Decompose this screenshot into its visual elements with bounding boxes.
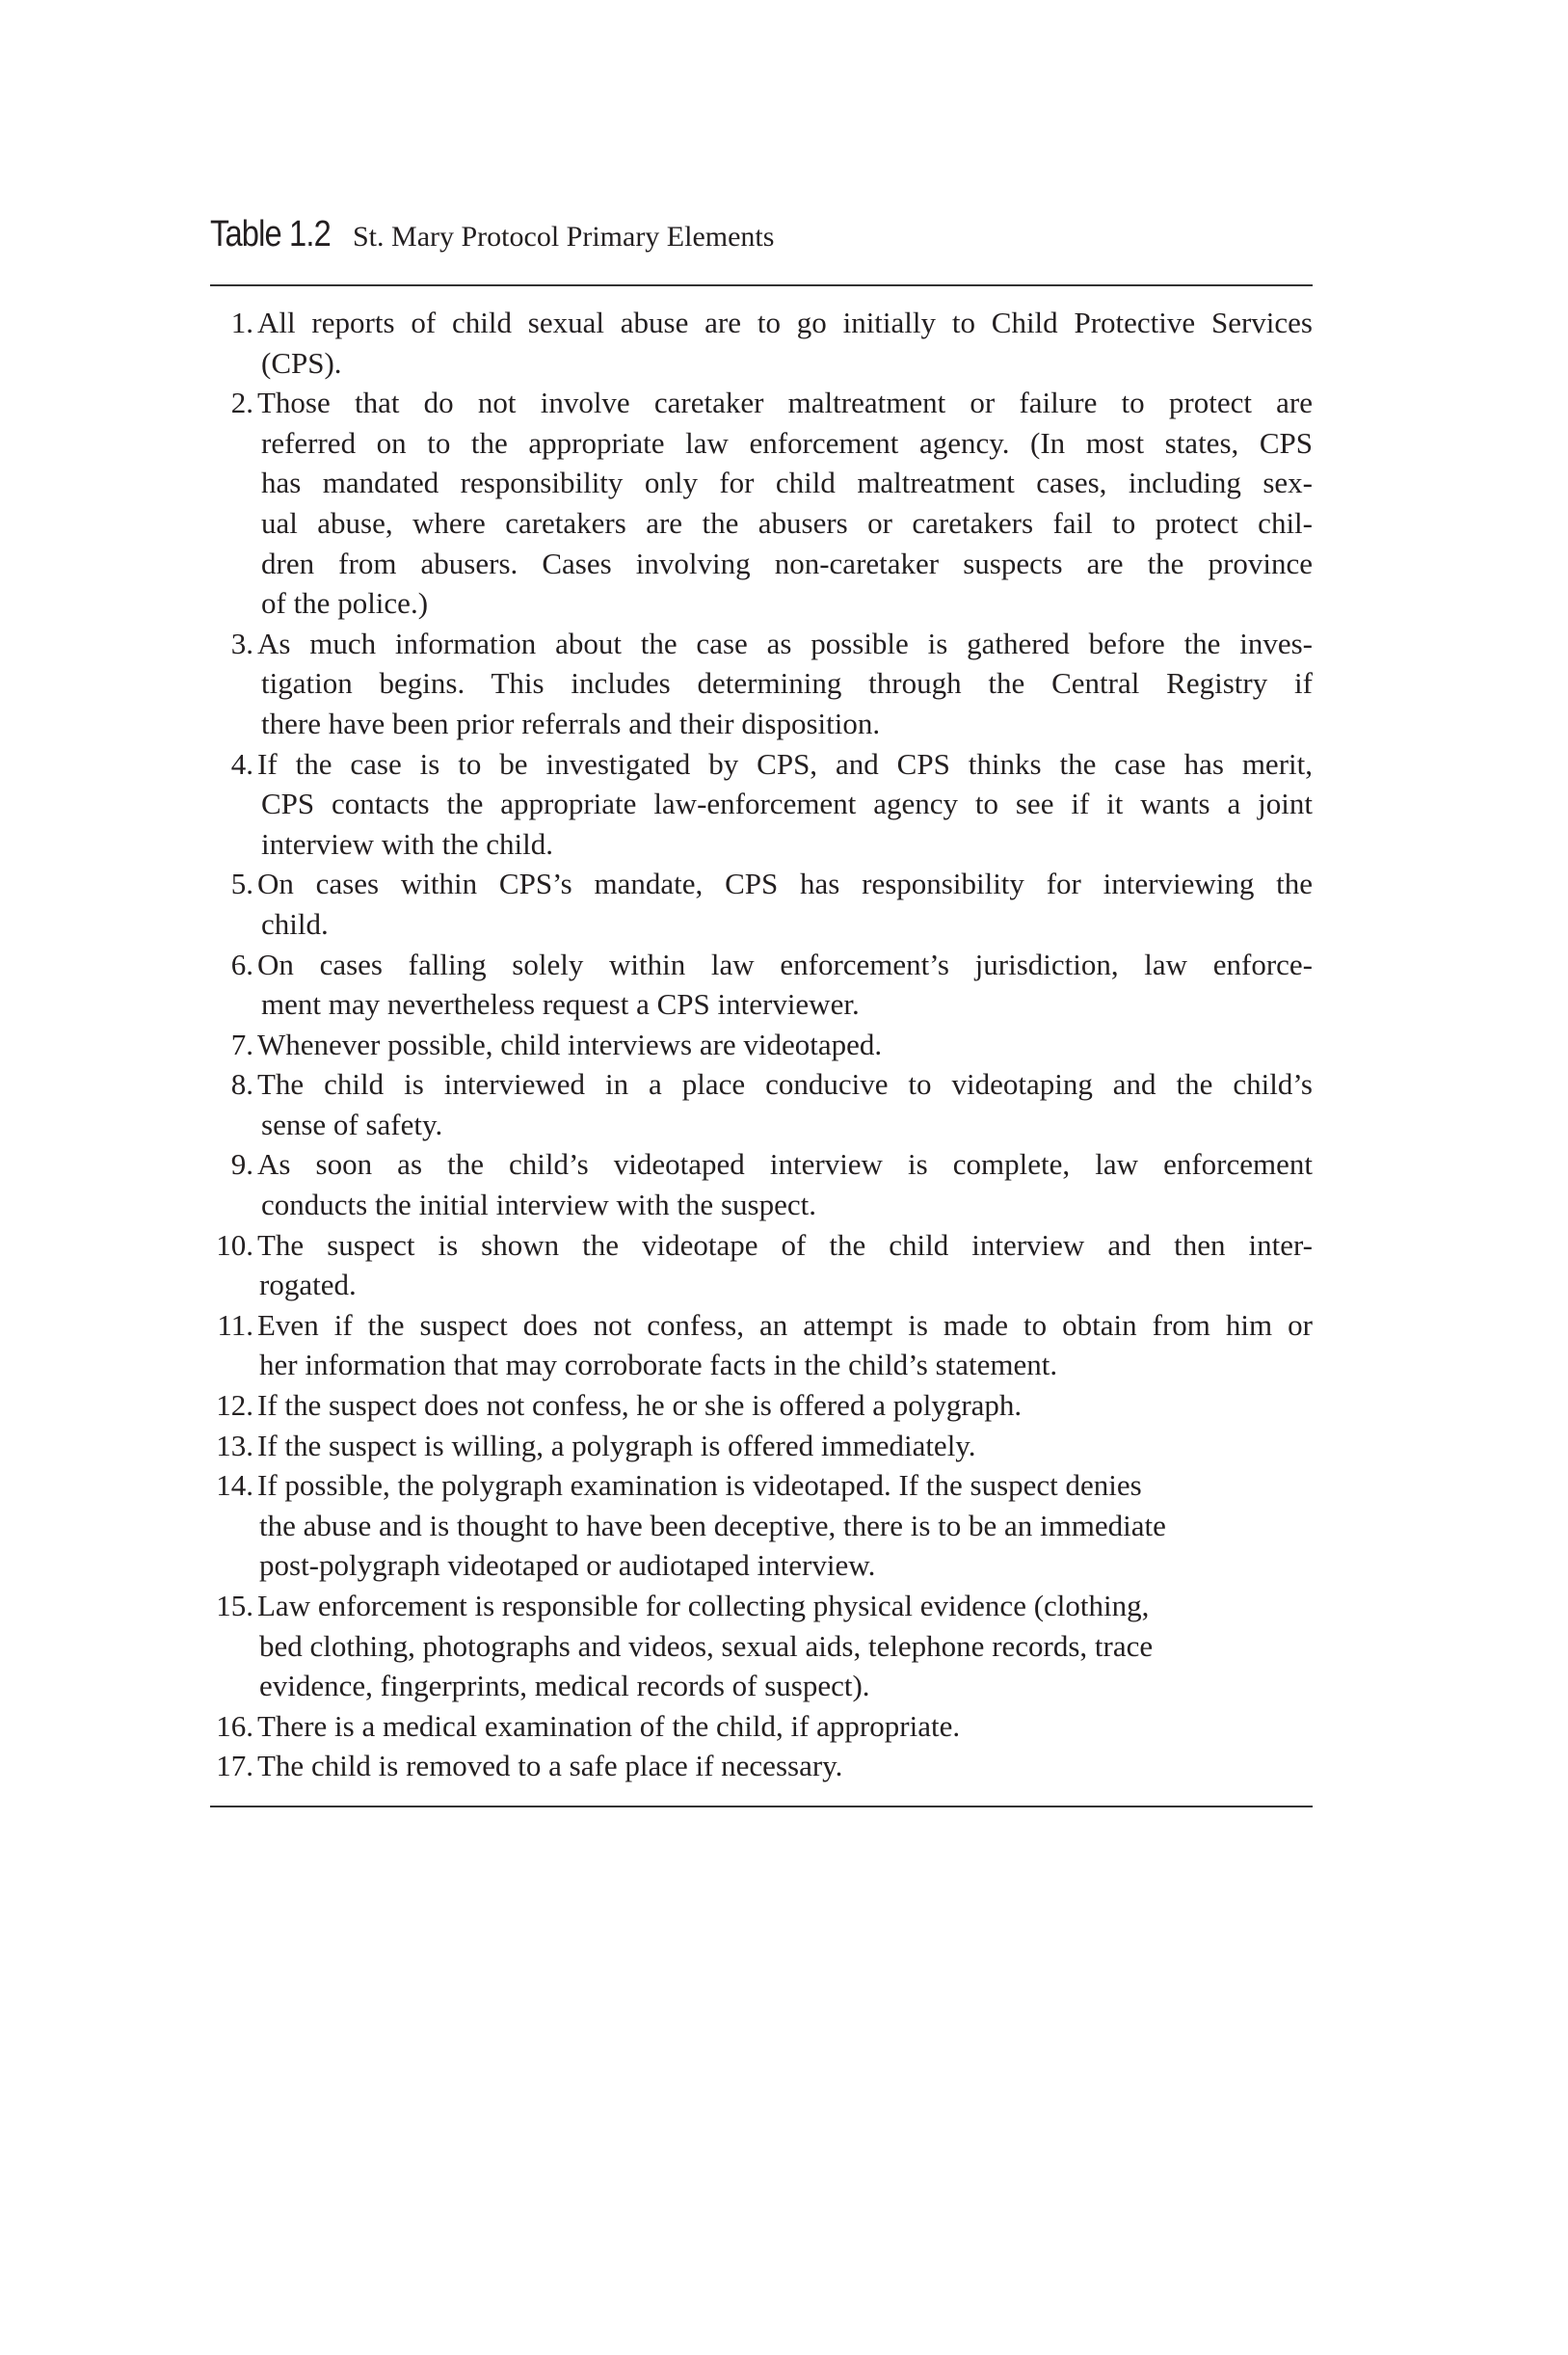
item-line: rogated.: [259, 1268, 357, 1302]
item-line: There is a medical examination of the child, if appropriate.: [257, 1708, 961, 1743]
item-line: On cases falling solely within law enforcement’s jurisdiction, law enforce-: [257, 947, 1313, 981]
item-line: If the suspect does not confess, he or she is offered a polygraph.: [257, 1388, 1023, 1423]
item-line: The child is interviewed in a place conducive to videotaping and the child’s: [257, 1067, 1313, 1102]
item-line: If the case is to be investigated by CPS, and CPS thinks the case has merit,: [257, 746, 1313, 781]
item-text: [257, 1706, 1313, 1747]
list-item: [210, 1385, 1313, 1426]
item-line: sense of safety.: [261, 1107, 443, 1141]
item-line: her information that may corroborate facts in the child’s statement.: [259, 1348, 1058, 1382]
item-text: [257, 624, 1313, 744]
item-text: [257, 1025, 1313, 1065]
item-number: 2.: [230, 386, 253, 420]
list-item: [210, 1225, 1313, 1305]
item-line: As soon as the child’s videotaped interview is complete, law enforcement: [257, 1147, 1313, 1182]
item-number: 9.: [230, 1147, 253, 1182]
item-line: Law enforcement is responsible for collecting physical evidence (clothing,: [257, 1589, 1150, 1622]
item-number: 14.: [216, 1468, 253, 1503]
item-number: 17.: [216, 1749, 253, 1783]
top-rule: [210, 284, 1313, 286]
list-item: [210, 303, 1313, 383]
item-line: of the police.): [261, 586, 429, 621]
item-line: has mandated responsibility only for child maltreatment cases, including sex-: [261, 466, 1313, 500]
item-line: post-polygraph videotaped or audiotaped interview.: [259, 1548, 876, 1583]
list-item: [210, 744, 1313, 865]
item-number: 16.: [216, 1708, 253, 1743]
item-number: 11.: [217, 1307, 253, 1342]
item-text: [257, 1746, 1313, 1786]
item-text: [257, 744, 1313, 865]
item-line: interview with the child.: [261, 826, 554, 861]
item-number: 4.: [230, 746, 253, 781]
item-text: [257, 1064, 1313, 1144]
item-number: 15.: [216, 1589, 253, 1622]
item-text: [257, 303, 1313, 383]
item-text: [257, 1225, 1313, 1305]
item-line: evidence, fingerprints, medical records of suspect).: [259, 1669, 870, 1703]
item-line: Even if the suspect does not confess, an attempt is made to obtain from him or: [257, 1307, 1313, 1342]
list-item: [210, 1064, 1313, 1144]
item-number: 8.: [230, 1067, 253, 1102]
item-line: As much information about the case as possible is gathered before the inves-: [257, 626, 1313, 660]
table-label: Table 1.2: [210, 214, 331, 254]
item-line: child.: [261, 906, 329, 941]
item-text: [257, 1426, 1313, 1466]
item-line: conducts the initial interview with the suspect.: [261, 1188, 816, 1222]
list-item: [210, 1465, 1313, 1586]
item-text: [257, 1586, 1313, 1706]
item-text: [257, 1385, 1313, 1426]
item-line: Those that do not involve caretaker maltreatment or failure to protect are: [257, 386, 1313, 420]
item-number: 7.: [230, 1027, 253, 1061]
item-number: 5.: [230, 867, 253, 901]
list-item: [210, 1586, 1313, 1706]
item-number: 13.: [216, 1428, 253, 1462]
bottom-rule: [210, 1806, 1313, 1807]
list-item: [210, 1706, 1313, 1747]
item-line: All reports of child sexual abuse are to go initially to Child Protective Services: [257, 306, 1313, 339]
table-title: St. Mary Protocol Primary Elements: [353, 221, 775, 253]
list-item: [210, 1426, 1313, 1466]
item-line: On cases within CPS’s mandate, CPS has responsibility for interviewing the: [257, 867, 1313, 901]
item-text: [257, 945, 1313, 1025]
item-line: the abuse and is thought to have been deceptive, there is to be an immediate: [259, 1508, 1166, 1542]
item-number: 3.: [230, 626, 253, 660]
item-line: bed clothing, photographs and videos, sexual aids, telephone records, trace: [259, 1628, 1154, 1663]
item-line: If the suspect is willing, a polygraph is offered immediately.: [257, 1428, 976, 1462]
item-line: (CPS).: [261, 345, 342, 380]
item-number: 10.: [216, 1227, 253, 1262]
list-item: [210, 1025, 1313, 1065]
item-line: tigation begins. This includes determining through the Central Registry if: [261, 666, 1313, 701]
list-item: [210, 383, 1313, 624]
item-text: [257, 1144, 1313, 1224]
item-line: Whenever possible, child interviews are videotaped.: [257, 1027, 883, 1061]
item-line: The child is removed to a safe place if necessary.: [257, 1749, 843, 1783]
item-line: ual abuse, where caretakers are the abusers or caretakers fail to protect chil-: [261, 505, 1313, 540]
item-line: The suspect is shown the videotape of the child interview and then inter-: [257, 1227, 1313, 1262]
list-item: [210, 1305, 1313, 1385]
list-item: [210, 945, 1313, 1025]
item-text: [257, 864, 1313, 944]
list-item: [210, 1144, 1313, 1224]
protocol-list: [210, 303, 1313, 1786]
item-number: 12.: [216, 1388, 253, 1423]
item-line: If possible, the polygraph examination is videotaped. If the suspect denies: [257, 1468, 1142, 1503]
list-item: [210, 864, 1313, 944]
list-item: [210, 1746, 1313, 1786]
list-item: [210, 624, 1313, 744]
table-caption: [210, 214, 774, 255]
item-text: [257, 383, 1313, 624]
item-line: there have been prior referrals and their disposition.: [261, 706, 881, 740]
item-text: [257, 1305, 1313, 1385]
item-line: ment may nevertheless request a CPS interviewer.: [261, 987, 860, 1022]
item-number: 6.: [230, 947, 253, 981]
item-number: 1.: [230, 306, 253, 339]
item-line: CPS contacts the appropriate law-enforcement agency to see if it wants a joint: [261, 787, 1313, 821]
item-text: [257, 1465, 1313, 1586]
item-line: referred on to the appropriate law enforcement agency. (In most states, CPS: [261, 425, 1313, 460]
item-line: dren from abusers. Cases involving non-caretaker suspects are the province: [261, 546, 1313, 580]
